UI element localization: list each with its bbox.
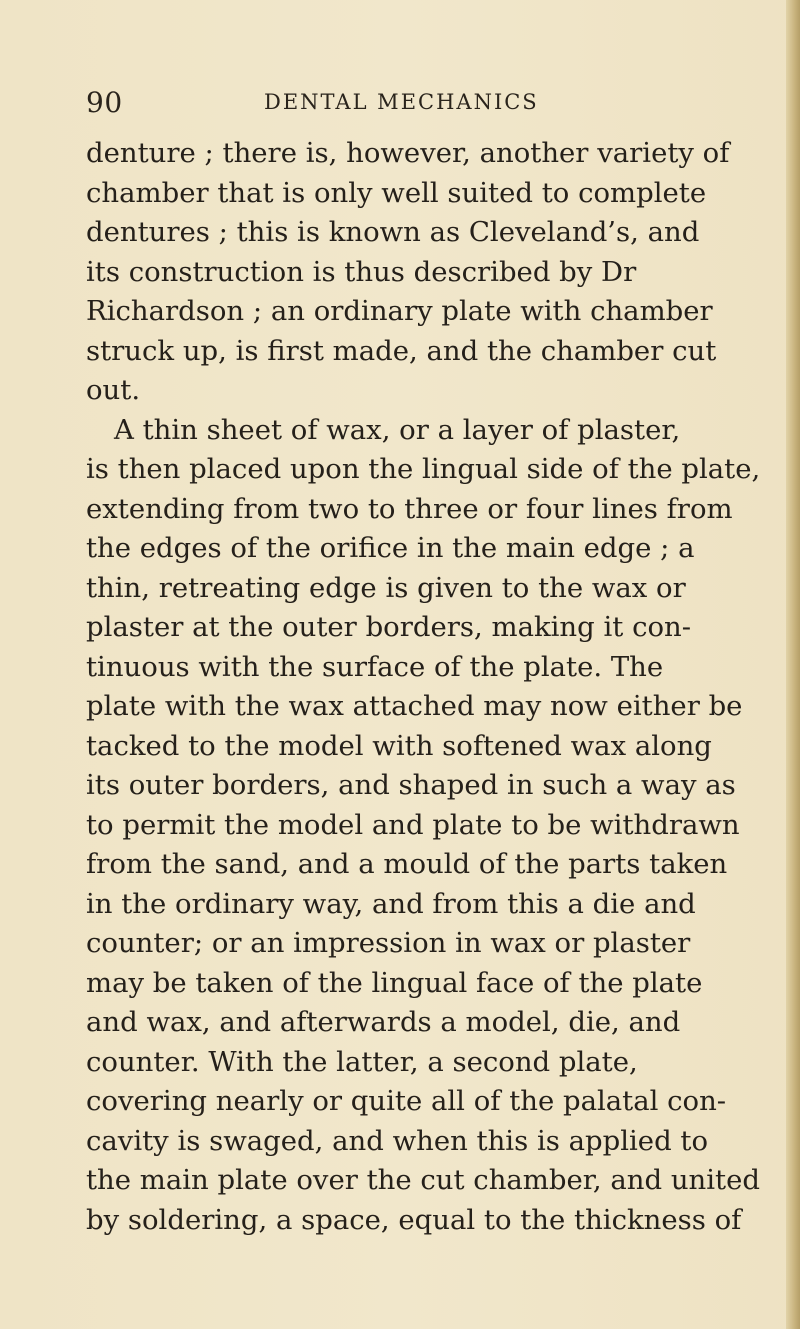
text-line: counter; or an impression in wax or plaster: [86, 927, 691, 959]
body-text: [86, 134, 776, 1240]
text-line: dentures ; this is known as Cleveland’s, and: [86, 216, 700, 248]
text-line: out.: [86, 374, 141, 406]
text-line: cavity is swaged, and when this is applied to: [86, 1124, 709, 1157]
page-number: 90: [86, 86, 123, 119]
text-line: Richardson ; an ordinary plate with chamber: [86, 295, 713, 327]
text-line: plate with the wax attached may now either be: [86, 690, 743, 722]
text-line: tacked to the model with softened wax along: [86, 729, 712, 762]
text-line: thin, retreating edge is given to the wax or: [86, 571, 686, 604]
text-line: the main plate over the cut chamber, and united: [86, 1164, 760, 1196]
text-line: its outer borders, and shaped in such a way as: [86, 769, 736, 801]
text-line: is then placed upon the lingual side of the plate,: [86, 453, 761, 485]
paragraph-start-line: A thin sheet of wax, or a layer of plaster,: [114, 413, 681, 446]
running-head: [86, 86, 726, 126]
text-line: chamber that is only well suited to complete: [86, 176, 707, 209]
text-line: counter. With the latter, a second plate,: [86, 1045, 638, 1078]
text-line: and wax, and afterwards a model, die, and: [86, 1006, 681, 1038]
text-line: tinuous with the surface of the plate. The: [86, 650, 664, 683]
text-line: may be taken of the lingual face of the plate: [86, 966, 703, 999]
text-line: the edges of the orifice in the main edge ; a: [86, 532, 695, 564]
text-line: plaster at the outer borders, making it con-: [86, 611, 692, 643]
page-edge: [786, 0, 800, 1329]
text-line: in the ordinary way, and from this a die and: [86, 887, 696, 920]
text-line: its construction is thus described by Dr: [86, 255, 637, 288]
text-line: by soldering, a space, equal to the thickness of: [86, 1203, 742, 1236]
text-line: covering nearly or quite all of the palatal con-: [86, 1085, 727, 1117]
text-line: to permit the model and plate to be withdrawn: [86, 808, 740, 841]
text-line: denture ; there is, however, another variety of: [86, 137, 730, 169]
text-line: from the sand, and a mould of the parts taken: [86, 848, 728, 880]
running-title: DENTAL MECHANICS: [264, 90, 539, 114]
text-line: struck up, is first made, and the chamber cut: [86, 334, 717, 367]
text-line: extending from two to three or four lines from: [86, 492, 733, 525]
